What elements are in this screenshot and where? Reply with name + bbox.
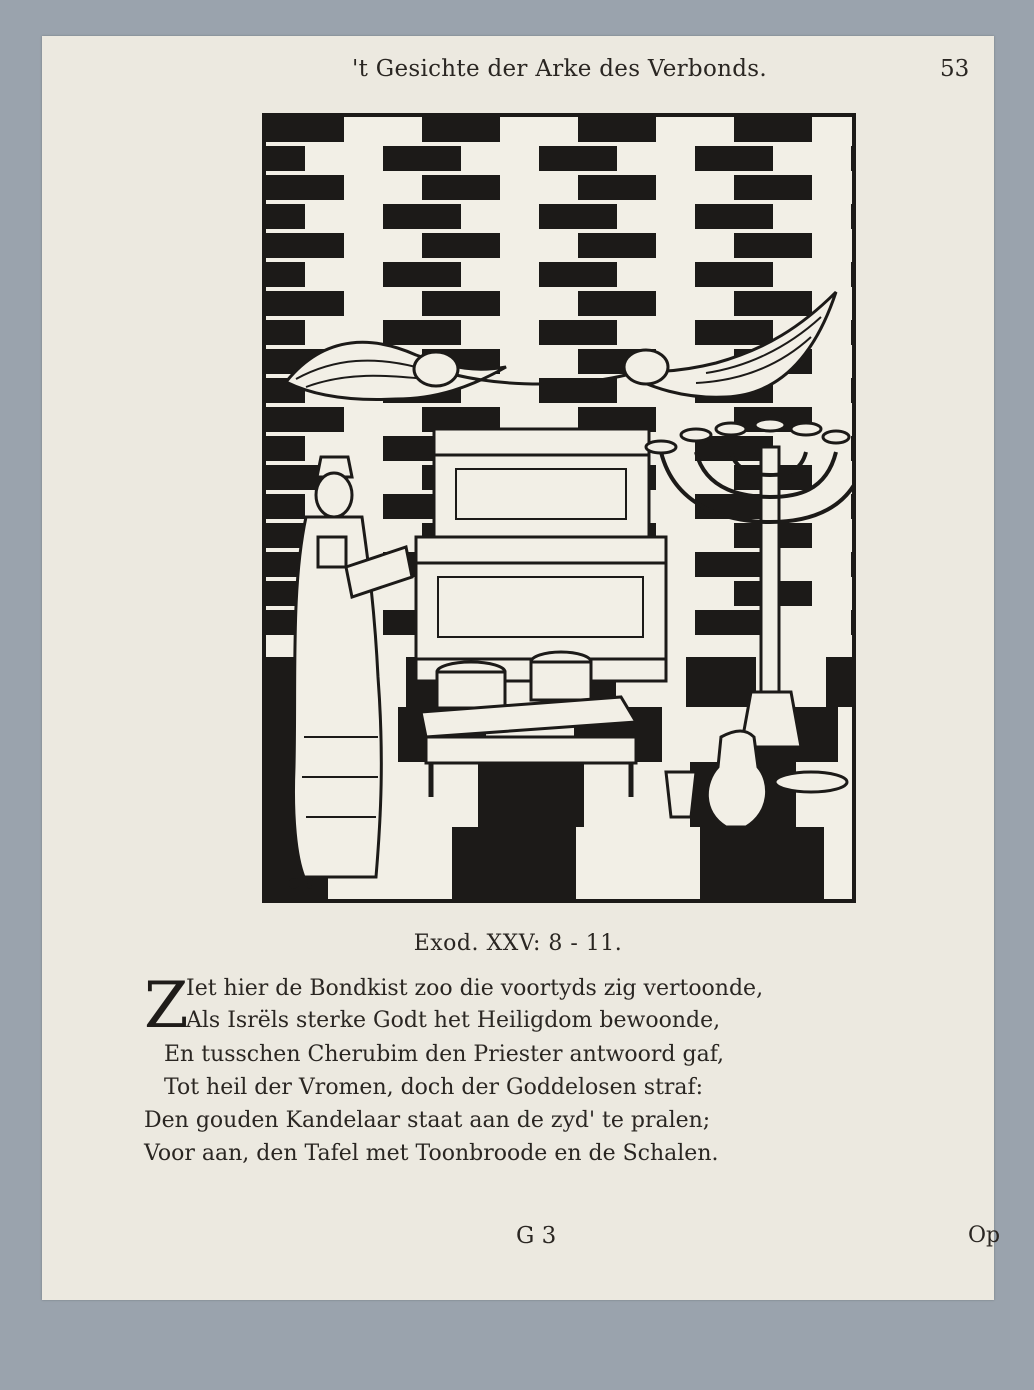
verse-line: Voor aan, den Tafel met Toonbroode en de Schalen. xyxy=(144,1141,719,1166)
page-number: 53 xyxy=(940,56,970,82)
verse-line: Tot heil der Vromen, doch der Goddelosen straf: xyxy=(164,1075,704,1100)
running-head: 't Gesichte der Arke des Verbonds. xyxy=(352,56,767,82)
drop-cap: Z xyxy=(144,969,189,1043)
high-priest-figure-icon xyxy=(293,457,412,877)
ark-of-covenant-icon xyxy=(416,429,666,681)
verse-line: Als Isrëls sterke Godt het Heiligdom bewoonde, xyxy=(186,1008,721,1033)
woodcut-illustration xyxy=(262,113,856,903)
verse-line: Iet hier de Bondkist zoo die voortyds zig vertoonde, xyxy=(186,976,764,1001)
verse-line: Den gouden Kandelaar staat aan de zyd' te pralen; xyxy=(144,1108,711,1133)
signature-mark: G 3 xyxy=(516,1223,557,1249)
verse-line: En tusschen Cherubim den Priester antwoord gaf, xyxy=(164,1042,725,1067)
book-page xyxy=(42,36,1001,1300)
artist-monogram: C S xyxy=(288,875,315,893)
catchword: Op xyxy=(968,1223,1001,1248)
scripture-reference: Exod. XXV: 8 - 11. xyxy=(413,931,623,956)
